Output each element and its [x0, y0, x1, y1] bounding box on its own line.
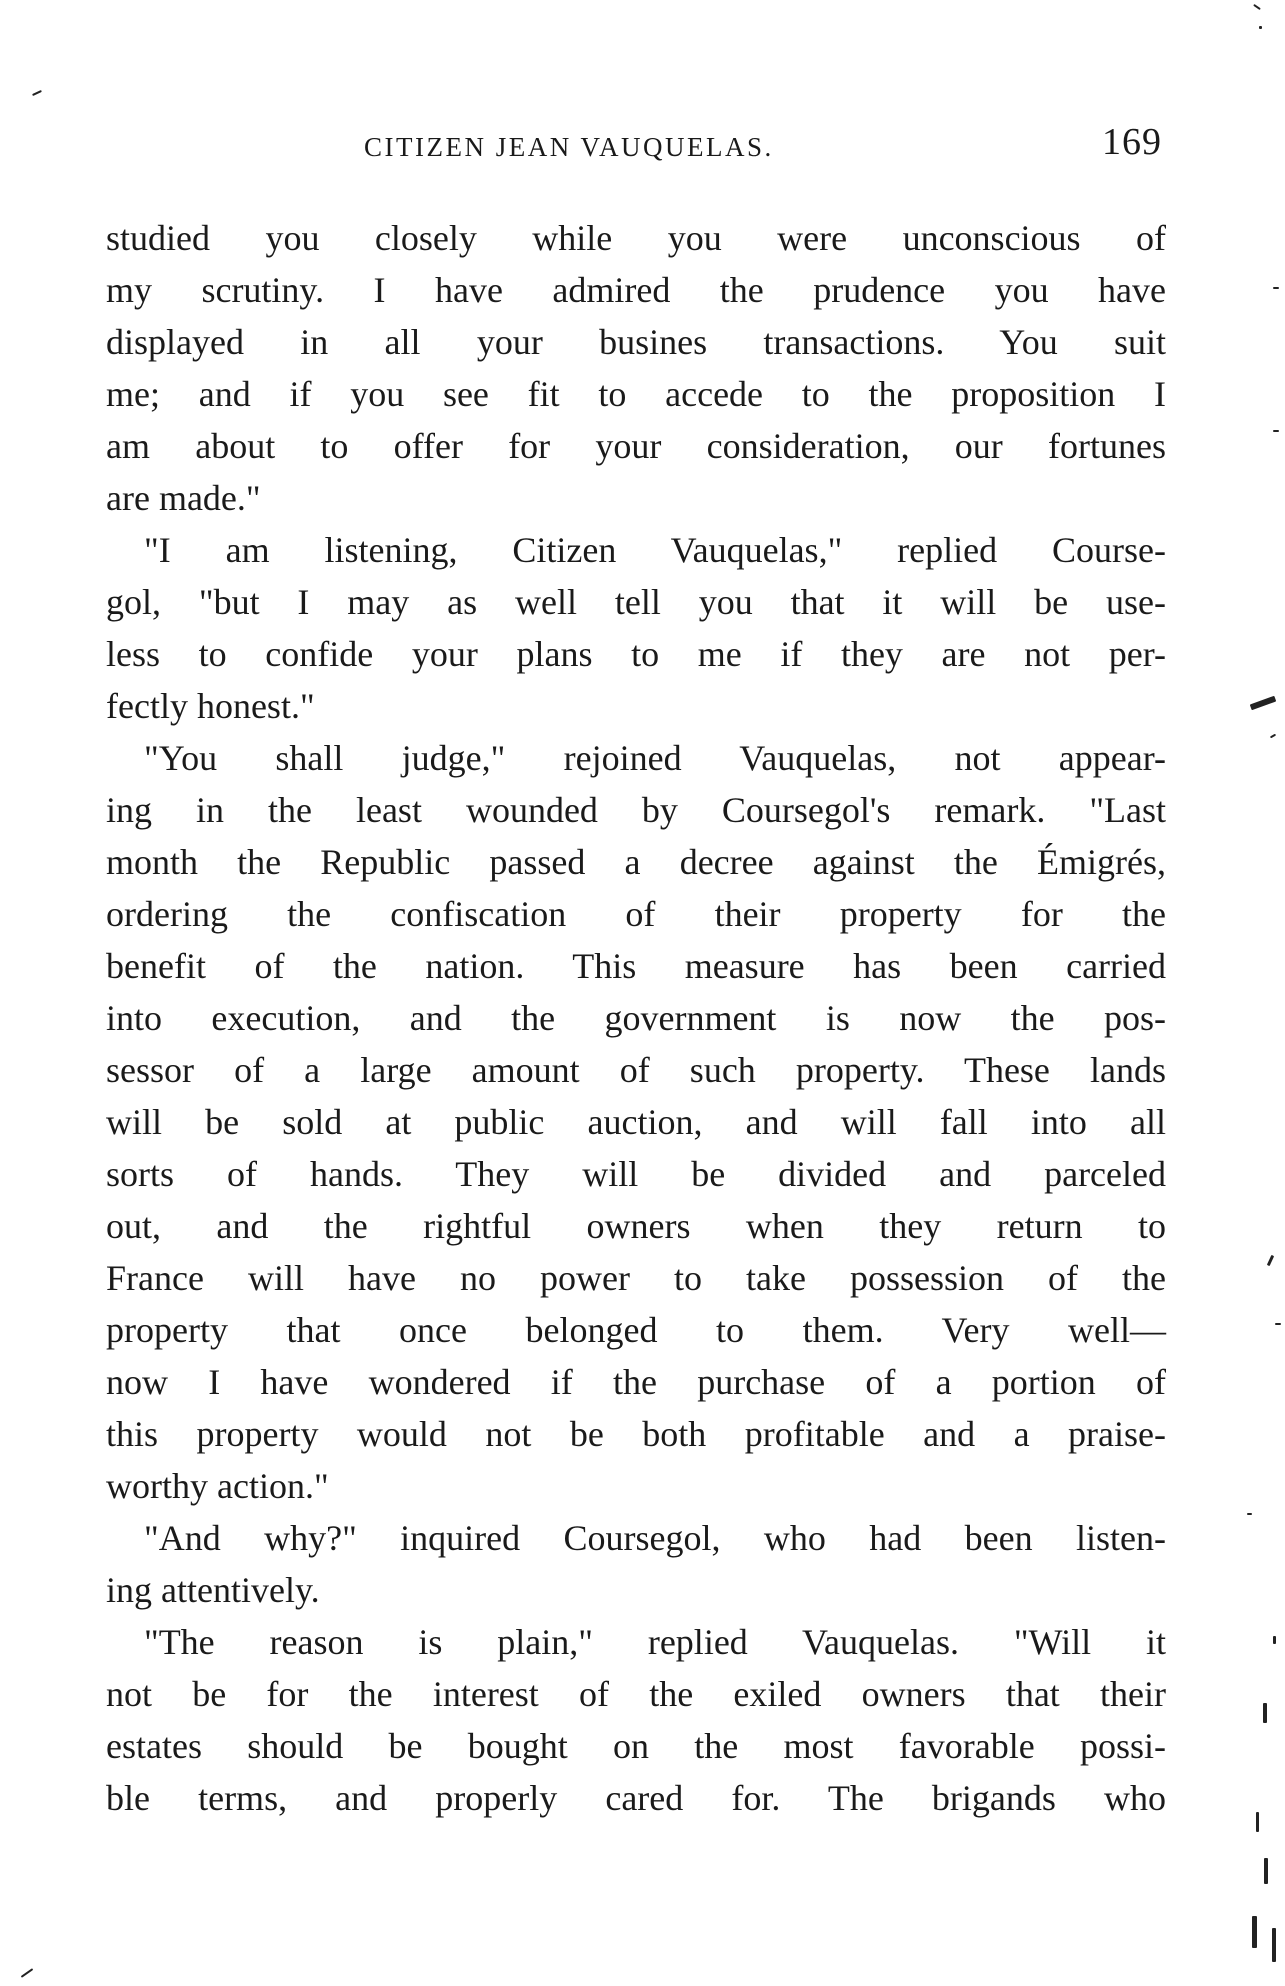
scan-smudge	[1250, 696, 1276, 711]
scan-speck	[1247, 1513, 1252, 1515]
scan-speck	[1273, 287, 1279, 289]
body-text	[106, 212, 1166, 1824]
text-line: month the Republic passed a decree against the Émigrés,	[106, 842, 1166, 882]
text-line: my scrutiny. I have admired the prudence you have	[106, 270, 1166, 310]
text-line: into execution, and the government is now the pos-	[106, 998, 1166, 1038]
scan-speck	[21, 1968, 34, 1978]
text-line: ble terms, and properly cared for. The brigands who	[106, 1778, 1166, 1818]
text-line: France will have no power to take possession of the	[106, 1258, 1166, 1298]
text-line: sessor of a large amount of such property. These lands	[106, 1050, 1166, 1090]
text-line: "You shall judge," rejoined Vauquelas, not appear-	[144, 738, 1166, 778]
scan-speck	[1264, 1858, 1268, 1884]
text-line: ordering the confiscation of their property for the	[106, 894, 1166, 934]
text-line: studied you closely while you were unconscious of	[106, 218, 1166, 258]
running-title: CITIZEN JEAN VAUQUELAS.	[364, 132, 774, 162]
scan-speck	[1267, 1255, 1274, 1266]
text-line: me; and if you see fit to accede to the proposition I	[106, 374, 1166, 414]
scan-speck	[1273, 430, 1279, 432]
scan-speck	[1263, 1703, 1267, 1723]
text-line: gol, "but I may as well tell you that it will be use-	[106, 582, 1166, 622]
scan-speck	[1273, 1636, 1276, 1644]
scan-speck	[32, 90, 42, 96]
text-line: this property would not be both profitable and a praise-	[106, 1414, 1166, 1454]
text-line: property that once belonged to them. Very well—	[106, 1310, 1166, 1350]
scan-speck	[1270, 734, 1276, 739]
text-line: estates should be bought on the most favorable possi-	[106, 1726, 1166, 1766]
scan-speck	[1275, 1323, 1281, 1325]
text-line: "And why?" inquired Coursegol, who had been listen-	[144, 1518, 1166, 1558]
text-line: sorts of hands. They will be divided and parceled	[106, 1154, 1166, 1194]
text-line: out, and the rightful owners when they return to	[106, 1206, 1166, 1246]
text-line: worthy action."	[106, 1466, 329, 1506]
text-line: will be sold at public auction, and will fall into all	[106, 1102, 1166, 1142]
scan-speck	[1256, 1812, 1259, 1832]
text-line: benefit of the nation. This measure has been carried	[106, 946, 1166, 986]
text-line: ing in the least wounded by Coursegol's remark. "Last	[106, 790, 1166, 830]
text-line: less to confide your plans to me if they are not per-	[106, 634, 1166, 674]
running-header	[106, 120, 1162, 176]
text-line: displayed in all your busines transactions. You suit	[106, 322, 1166, 362]
text-line: not be for the interest of the exiled owners that their	[106, 1674, 1166, 1714]
text-line: fectly honest."	[106, 686, 315, 726]
page-number: 169	[1102, 121, 1162, 163]
text-line: are made."	[106, 478, 261, 518]
text-line: "The reason is plain," replied Vauquelas. "Will it	[144, 1622, 1166, 1662]
text-line: ing attentively.	[106, 1570, 320, 1610]
scan-speck	[1252, 1916, 1257, 1948]
scan-speck	[1259, 26, 1262, 29]
text-line: "I am listening, Citizen Vauquelas," replied Course-	[144, 530, 1166, 570]
text-line: now I have wondered if the purchase of a portion of	[106, 1362, 1166, 1402]
scan-speck	[1253, 4, 1261, 10]
scan-speck	[1272, 1928, 1276, 1962]
text-line: am about to offer for your consideration, our fortunes	[106, 426, 1166, 466]
